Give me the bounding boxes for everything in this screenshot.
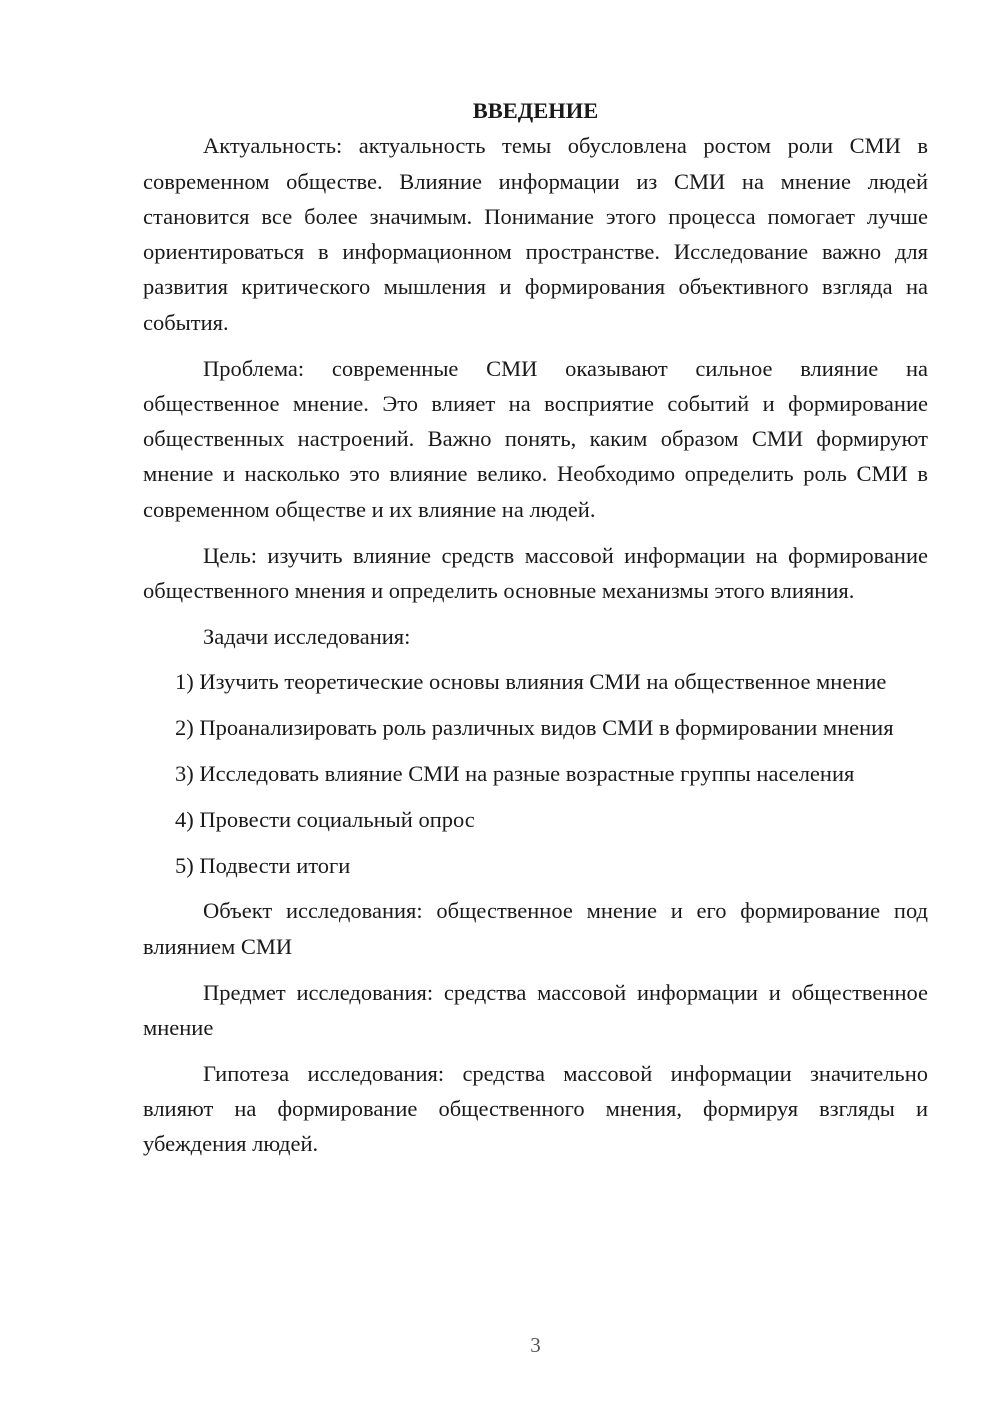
paragraph-goal: Цель: изучить влияние средств массовой информации на формирование общественного мнения и определить основные механизмы этого влияния. [143, 542, 928, 603]
task-item-1: 1) Изучить теоретические основы влияния СМИ на общественное мнение [175, 669, 887, 695]
tasks-heading: Задачи исследования: [203, 623, 411, 649]
paragraph-subject: Предмет исследования: средства массовой информации и общественное мнение [143, 979, 928, 1040]
task-item-4: 4) Провести социальный опрос [175, 806, 475, 832]
page-number: 3 [530, 1333, 541, 1357]
task-item-2: 2) Проанализировать роль различных видов СМИ в формировании мнения [175, 715, 894, 741]
section-title: ВВЕДЕНИЕ [472, 98, 599, 123]
task-item-3: 3) Исследовать влияние СМИ на разные возрастные группы населения [175, 761, 855, 787]
paragraph-problem: Проблема: современные СМИ оказывают сильное влияние на общественное мнение. Это влияет на восприятие событий и формирование общественных настроений. Важно понять, каким образом СМИ формируют мнение и насколько это влияние велико. Необходимо определить роль СМИ в современном обществе и их влияние на людей. [143, 355, 928, 522]
task-item-5: 5) Подвести итоги [175, 852, 351, 878]
paragraph-object: Объект исследования: общественное мнение и его формирование под влиянием СМИ [143, 898, 928, 959]
paragraph-hypothesis: Гипотеза исследования: средства массовой информации значительно влияют на формирование общественного мнения, формируя взгляды и убеждения людей. [143, 1060, 928, 1157]
paragraph-relevance: Актуальность: актуальность темы обусловлена ростом роли СМИ в современном обществе. Влияние информации из СМИ на мнение людей становится все более значимым. Понимание этого процесса помогает лучше ориентироваться в информационном пространстве. Исследование важно для развития критического мышления и формирования объективного взгляда на события. [143, 133, 928, 335]
page-content [143, 93, 928, 1162]
